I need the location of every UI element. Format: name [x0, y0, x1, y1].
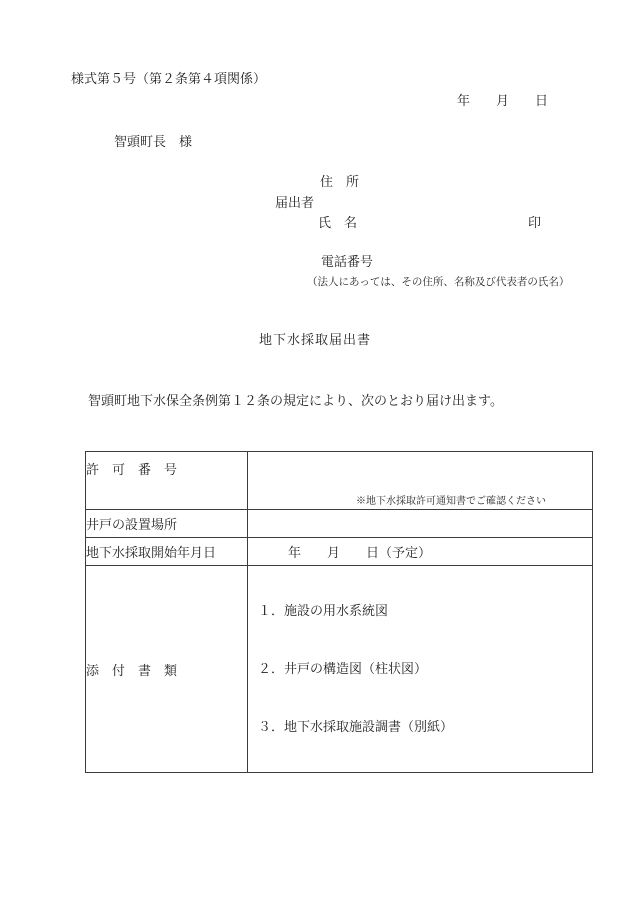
declarant-name-label: 氏 名 — [318, 215, 358, 230]
addressee: 智頭町長 様 — [114, 134, 193, 149]
start-date-header: 地下水採取開始年月日 — [86, 538, 248, 566]
document-title: 地下水採取届出書 — [258, 332, 371, 347]
attachment-item: ２．井戸の構造図（柱状図） — [258, 661, 428, 676]
table-row-well-location — [86, 510, 593, 538]
attachment-item: ３．地下水採取施設調書（別紙） — [258, 719, 454, 734]
notification-table — [85, 451, 593, 773]
attachment-item: １．施設の用水系統図 — [258, 603, 389, 618]
body-text: 智頭町地下水保全条例第１２条の規定により、次のとおり届け出ます。 — [75, 393, 503, 408]
corporate-note: （法人にあっては、その住所、名称及び代表者の氏名） — [307, 277, 570, 288]
well-location-value-cell — [248, 510, 593, 538]
permit-number-header: 許 可 番 号 — [86, 452, 248, 510]
table-row-attachments — [86, 566, 593, 773]
date-line: 年 月 日 — [457, 93, 549, 108]
declarant-phone-label: 電話番号 — [321, 254, 374, 269]
seal-mark: 印 — [528, 215, 542, 230]
table-row-permit-number — [86, 452, 593, 510]
start-date-value-cell: 年 月 日（予定） — [248, 538, 593, 566]
form-number: 様式第５号（第２条第４項関係） — [71, 71, 267, 86]
declarant-group-label: 届出者 — [275, 195, 315, 210]
declarant-address-label: 住 所 — [320, 174, 360, 189]
table-row-start-date — [86, 538, 593, 566]
permit-number-value-cell — [248, 452, 593, 510]
well-location-header: 井戸の設置場所 — [86, 510, 248, 538]
attachments-header: 添 付 書 類 — [86, 566, 248, 773]
permit-number-note: ※地下水採取許可通知書でご確認ください — [356, 496, 546, 507]
attachments-value-cell — [248, 566, 593, 773]
